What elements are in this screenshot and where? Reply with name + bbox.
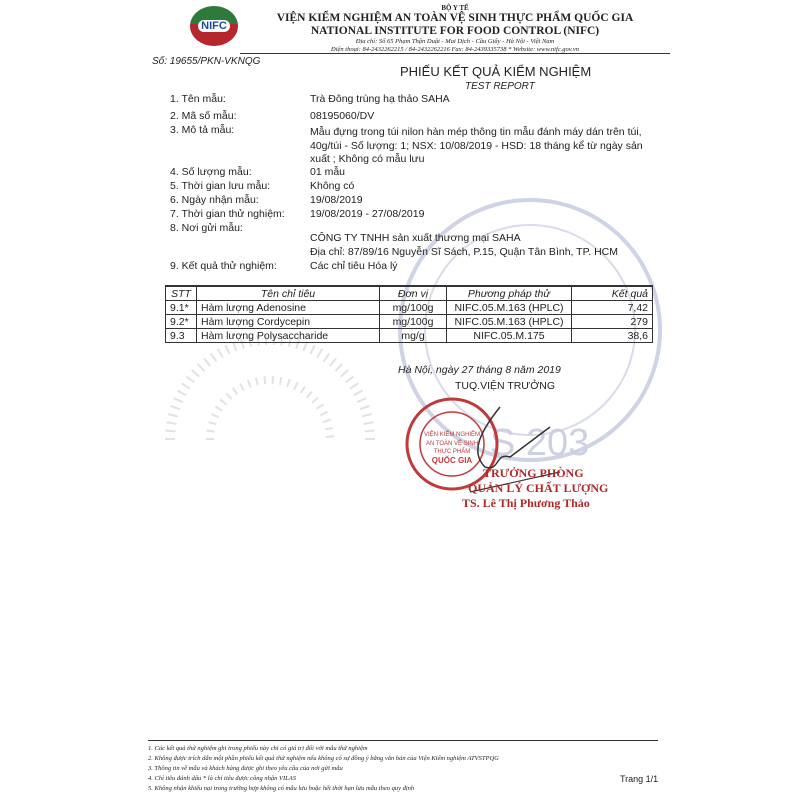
cell: 9.1* [166, 301, 197, 315]
field-label: 3. Mô tả mẫu: [170, 124, 235, 136]
cell: Hàm lượng Cordycepin [197, 315, 380, 329]
note: 3. Thông tin về mẫu và khách hàng được ghi theo yêu cầu của nơi gửi mẫu [148, 765, 343, 772]
field-value: 01 mẫu [310, 166, 346, 178]
field-value: Địa chỉ: 87/89/16 Nguyễn Sĩ Sách, P.15, Quận Tân Bình, TP. HCM [310, 246, 618, 258]
field-value: Mẫu đựng trong túi nilon hàn mép thông tin mẫu đánh máy dán trên túi, 40g/túi - Số lượng: 1; NSX: 10/08/2019 - HSD: 18 tháng kể từ ngày sản xuất ; Không có mẫu lưu [310, 126, 643, 165]
cell: Hàm lượng Polysaccharide [197, 329, 380, 343]
field-value: Không có [310, 180, 355, 192]
svg-text:S 203: S 203 [490, 422, 590, 464]
table-header [166, 286, 653, 301]
column-header: Tên chỉ tiêu [197, 286, 380, 301]
svg-text:QUỐC GIA: QUỐC GIA [431, 456, 473, 465]
field-label: 9. Kết quả thử nghiệm: [170, 260, 277, 272]
cell: 9.3 [166, 329, 197, 343]
field-value: 19/08/2019 - 27/08/2019 [310, 208, 425, 220]
page-number: Trang 1/1 [620, 774, 659, 784]
institute-vn: VIỆN KIỂM NGHIỆM AN TOÀN VỆ SINH THỰC PHẨM QUỐC GIA [276, 12, 634, 24]
note: 4. Chỉ tiêu đánh dấu * là chỉ tiêu được công nhận VILAS [148, 775, 297, 782]
column-header: Kết quả [572, 286, 653, 301]
field-label: 4. Số lượng mẫu: [170, 166, 252, 178]
field-label: 5. Thời gian lưu mẫu: [170, 180, 271, 192]
cell: 38,6 [572, 329, 653, 343]
address: Địa chỉ: Số 65 Phạm Thận Duật - Mai Dịch - Cầu Giấy - Hà Nội - Việt Nam [355, 38, 555, 45]
table-row [166, 301, 653, 315]
table-row [166, 329, 653, 343]
nifc-logo: NIFC [190, 6, 238, 46]
field-value: CÔNG TY TNHH sản xuất thương mại SAHA [310, 232, 521, 244]
field-value: 19/08/2019 [310, 194, 363, 206]
svg-text:VIỆN KIỂM NGHIỆM: VIỆN KIỂM NGHIỆM [423, 432, 481, 438]
footer-divider [148, 740, 658, 741]
signer-name: TS. Lê Thị Phương Thảo [462, 496, 590, 510]
field-label: 7. Thời gian thử nghiệm: [170, 208, 285, 220]
svg-text:THỰC PHẨM: THỰC PHẨM [433, 449, 471, 455]
note: 1. Các kết quả thử nghiệm ghi trong phiếu này chỉ có giá trị đối với mẫu thử nghiệm [148, 745, 368, 752]
note: 2. Không được trích dẫn một phần phiếu kết quả thử nghiệm nếu không có sự đồng ý bằng văn bản của Viện Kiểm nghiệm ATVSTPQG [148, 755, 499, 762]
field-label: 2. Mã số mẫu: [170, 110, 237, 122]
field-value: Trà Đông trùng hạ thảo SAHA [310, 93, 450, 105]
field-value: Các chỉ tiêu Hóa lý [310, 260, 398, 272]
column-header: Phương pháp thử [447, 286, 572, 301]
table-row [166, 315, 653, 329]
report-subtitle: TEST REPORT [465, 81, 535, 92]
contact: Điện thoại: 84-2432262215 / 84-2432262216 Fax: 84-2439335738 * Website: www.nifc.gov.vn [240, 46, 670, 54]
field-value: 08195060/DV [310, 110, 375, 122]
cell: mg/100g [380, 301, 447, 315]
footer-notes [148, 744, 499, 794]
cell: Hàm lượng Adenosine [197, 301, 380, 315]
report-title: PHIẾU KẾT QUẢ KIỂM NGHIỆM [400, 64, 592, 79]
field-label: 8. Nơi gửi mẫu: [170, 222, 243, 234]
doc-number: Số: 19655/PKN-VKNQG [152, 56, 261, 67]
results-table [165, 285, 653, 343]
note: 5. Không nhận khiếu nại trong trường hợp không có mẫu lưu hoặc hết thời hạn lưu mẫu theo quy định [148, 785, 415, 792]
svg-text:AN TOÀN VỆ SINH: AN TOÀN VỆ SINH [425, 441, 479, 447]
column-header: STT [166, 286, 197, 301]
cell: NIFC.05.M.163 (HPLC) [447, 315, 572, 329]
signer-position-2: QUẢN LÝ CHẤT LƯỢNG [468, 481, 609, 495]
sign-date: Hà Nội, ngày 27 tháng 8 năm 2019 [398, 364, 561, 376]
cell: mg/g [380, 329, 447, 343]
field-label: 1. Tên mẫu: [170, 93, 226, 105]
signer-position-1: TRƯỞNG PHÒNG [483, 466, 584, 480]
column-header: Đơn vị [380, 286, 447, 301]
cell: NIFC.05.M.163 (HPLC) [447, 301, 572, 315]
cell: 9.2* [166, 315, 197, 329]
cell: mg/100g [380, 315, 447, 329]
cell: 279 [572, 315, 653, 329]
cell: NIFC.05.M.175 [447, 329, 572, 343]
cell: 7,42 [572, 301, 653, 315]
field-label: 6. Ngày nhận mẫu: [170, 194, 259, 206]
ministry: BỘ Y TẾ [441, 4, 469, 12]
on-behalf: TUQ.VIỆN TRƯỞNG [455, 380, 556, 392]
institute-en: NATIONAL INSTITUTE FOR FOOD CONTROL (NIFC) [310, 25, 600, 37]
